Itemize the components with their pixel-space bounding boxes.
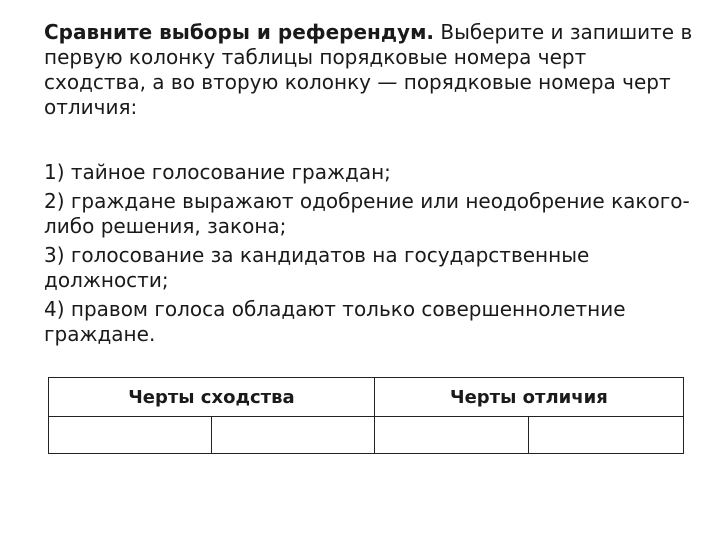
header-similarities: Черты сходства [49,378,375,417]
option-item: 3) голосование за кандидатов на государственные должности; [44,243,590,292]
answer-table-header-row [49,378,684,417]
task-instruction: Выберите и запишите в первую колонку таблицы порядковые номера черт сходства, а во вторую колонку — порядковые номера черт отличия: [44,20,693,119]
answer-cell-difference-1[interactable] [374,417,529,454]
task-text [44,20,694,120]
header-differences: Черты отличия [374,378,683,417]
answer-cell-difference-2[interactable] [529,417,684,454]
answer-cell-similarity-2[interactable] [211,417,374,454]
answer-table-row [49,417,684,454]
options-list [44,160,694,351]
option-item: 2) граждане выражают одобрение или неодобрение какого-либо решения, закона; [44,189,690,238]
answer-table [48,377,684,454]
answer-cell-similarity-1[interactable] [49,417,212,454]
task-title: Сравните выборы и референдум. [44,20,435,44]
option-item: 1) тайное голосование граждан; [44,160,391,184]
option-item: 4) правом голоса обладают только совершеннолетние граждане. [44,297,626,346]
